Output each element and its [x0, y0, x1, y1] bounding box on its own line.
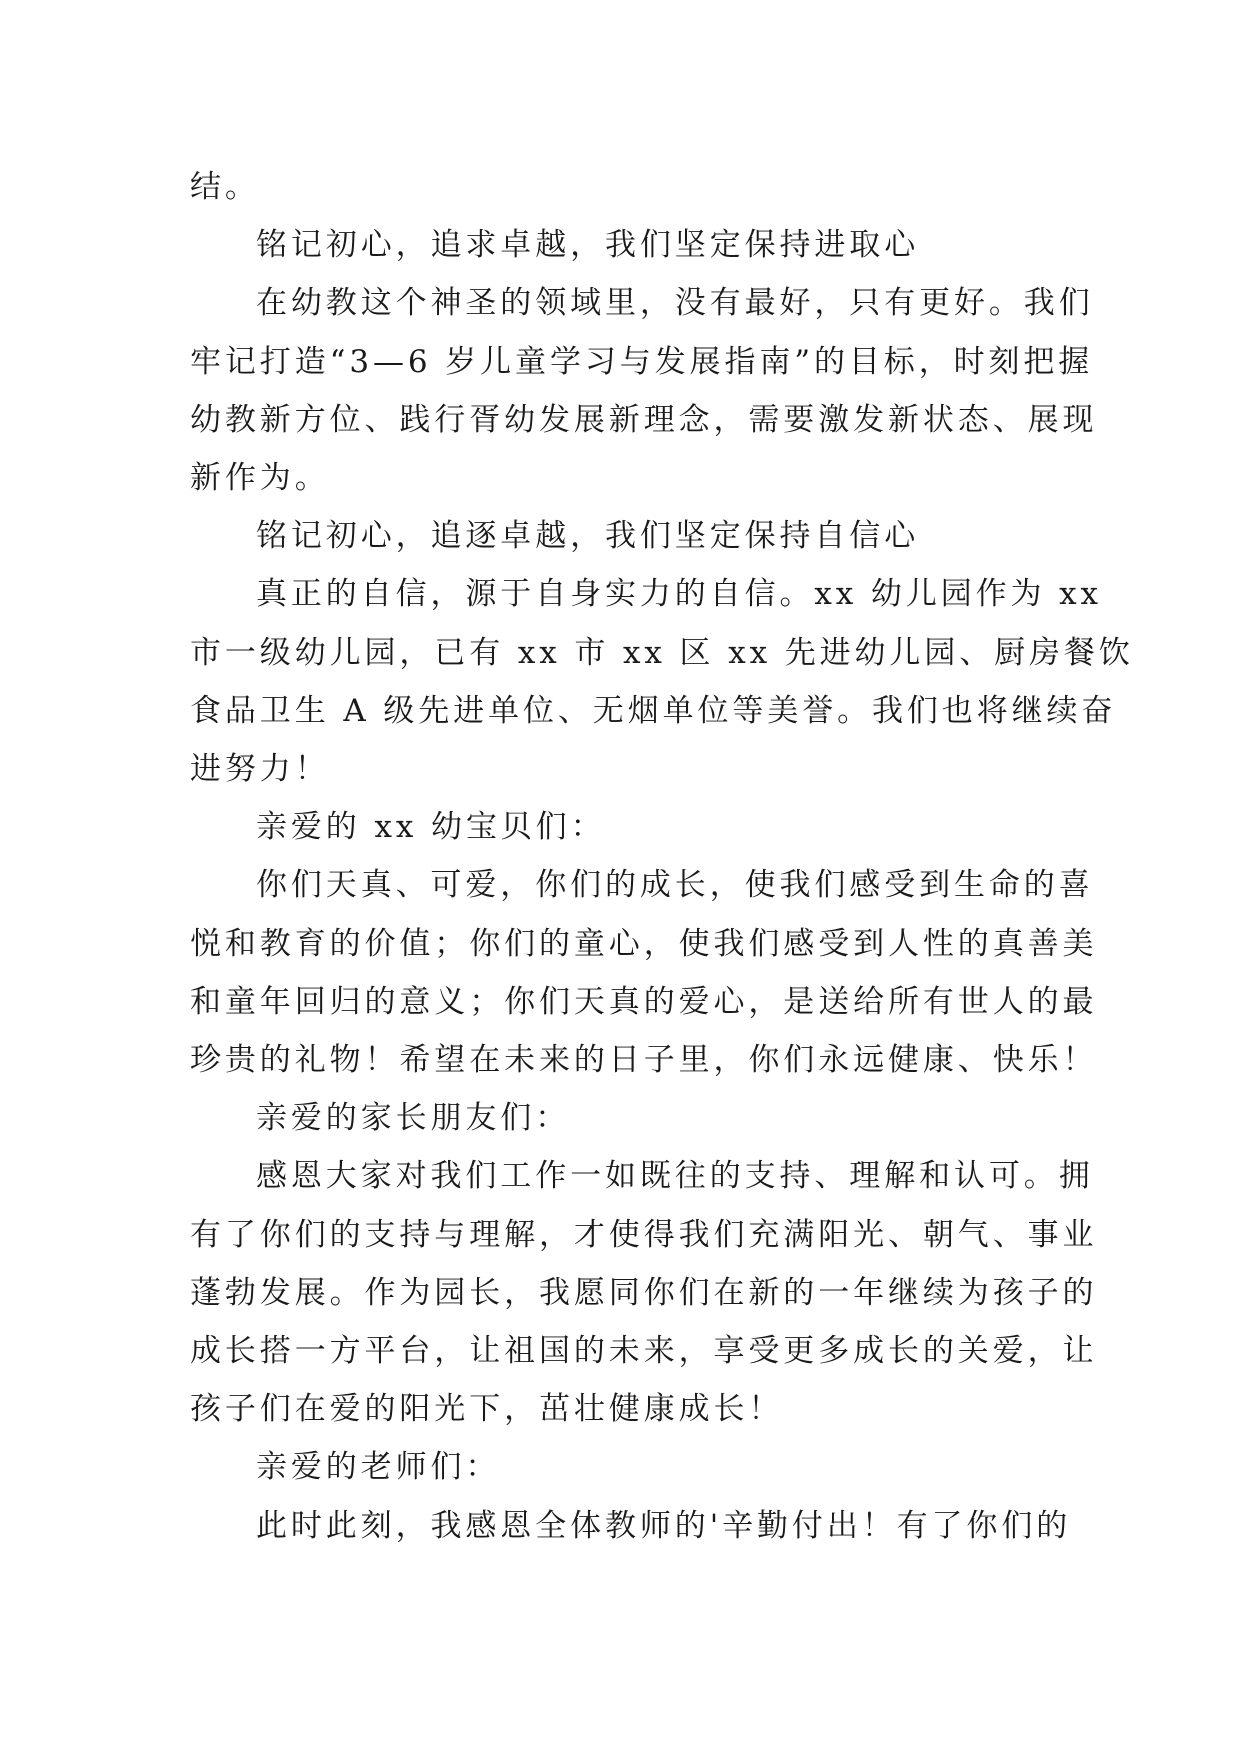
text-line: 食品卫生 A 级先进单位、无烟单位等美誉。我们也将继续奋: [190, 692, 1117, 729]
text-line: 进努力！: [190, 751, 330, 788]
salutation-line: 亲爱的家长朋友们：: [256, 1100, 571, 1137]
text-line: 新作为。: [190, 460, 330, 497]
text-line: 珍贵的礼物！希望在未来的日子里，你们永远健康、快乐！: [190, 1042, 1098, 1079]
text-line: 此时此刻，我感恩全体教师的'辛勤付出！有了你们的: [256, 1507, 1072, 1544]
document-body: [190, 158, 1134, 1555]
text-line: 成长搭一方平台，让祖国的未来，享受更多成长的关爱，让: [190, 1333, 1098, 1370]
text-line: 悦和教育的价值；你们的童心，使我们感受到人性的真善美: [190, 925, 1098, 962]
text-line: 和童年回归的意义；你们天真的爱心，是送给所有世人的最: [190, 983, 1098, 1020]
text-line: 你们天真、可爱，你们的成长，使我们感受到生命的喜: [256, 867, 1094, 904]
section-heading: 铭记初心，追求卓越，我们坚定保持进取心: [256, 227, 920, 264]
text-line: 有了你们的支持与理解，才使得我们充满阳光、朝气、事业: [190, 1216, 1098, 1253]
text-line: 孩子们在爱的阳光下，茁壮健康成长！: [190, 1391, 784, 1428]
text-line: 市一级幼儿园，已有 xx 市 xx 区 xx 先进幼儿园、厨房餐饮: [190, 634, 1134, 671]
salutation-line: 亲爱的 xx 幼宝贝们：: [256, 809, 606, 846]
text-line: 结。: [190, 169, 260, 205]
section-heading: 铭记初心，追逐卓越，我们坚定保持自信心: [256, 518, 920, 555]
text-line: 蓬勃发展。作为园长，我愿同你们在新的一年继续为孩子的: [190, 1274, 1098, 1311]
text-line: 幼教新方位、践行胥幼发展新理念，需要激发新状态、展现: [190, 401, 1098, 438]
text-line: 在幼教这个神圣的领域里，没有最好，只有更好。我们: [256, 285, 1094, 322]
text-line: 牢记打造“3—6 岁儿童学习与发展指南”的目标，时刻把握: [190, 343, 1094, 380]
text-line: 真正的自信，源于自身实力的自信。xx 幼儿园作为 xx: [256, 576, 1102, 613]
text-line: 感恩大家对我们工作一如既往的支持、理解和认可。拥: [256, 1158, 1094, 1195]
salutation-line: 亲爱的老师们：: [256, 1449, 501, 1486]
